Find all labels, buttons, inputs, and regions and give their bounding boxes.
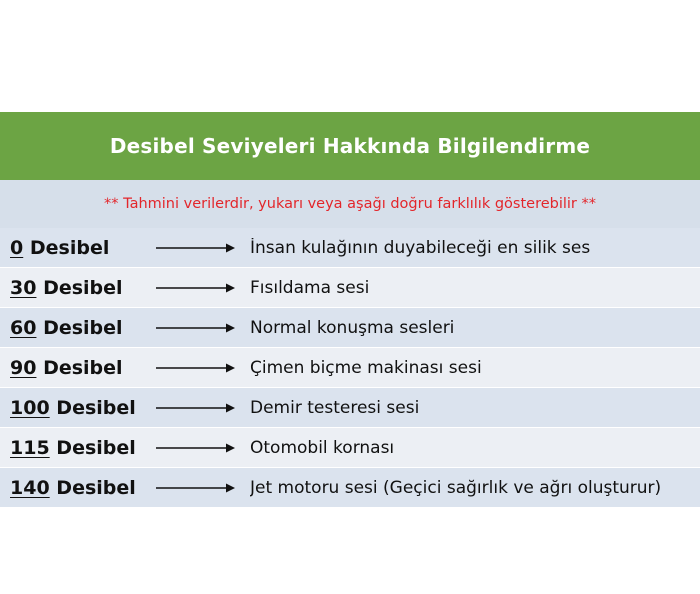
right-arrow-icon [156,322,236,334]
list-item [0,428,700,468]
right-arrow-icon [156,442,236,454]
sound-description: İnsan kulağının duyabileceği en silik ses [250,237,591,258]
decibel-unit: Desibel [43,316,123,339]
decibel-level [0,397,152,419]
decibel-unit: Desibel [43,276,123,299]
decibel-list [0,228,700,508]
page-title: Desibel Seviyeleri Hakkında Bilgilendirme [109,134,591,158]
sound-description: Demir testeresi sesi [250,397,420,418]
decibel-value: 60 [10,316,37,339]
estimate-note: ** Tahmini verilerdir, yukarı veya aşağı doğru farklılık gösterebilir ** [104,196,596,212]
decibel-level [0,237,152,259]
decibel-level [0,317,152,339]
decibel-level [0,357,152,379]
decibel-value: 0 [10,236,24,259]
sound-description: Fısıldama sesi [250,277,370,298]
list-item [0,468,700,508]
decibel-unit: Desibel [43,356,123,379]
decibel-unit: Desibel [56,476,136,499]
right-arrow-icon [156,402,236,414]
header-bar [0,112,700,180]
right-arrow-icon [156,362,236,374]
sound-description: Otomobil kornası [250,437,395,458]
sound-description: Jet motoru sesi (Geçici sağırlık ve ağrı oluşturur) [250,477,662,498]
decibel-level [0,277,152,299]
decibel-value: 140 [10,476,50,499]
right-arrow-icon [156,282,236,294]
list-item [0,268,700,308]
list-item [0,228,700,268]
decibel-unit: Desibel [29,236,110,259]
note-row [0,180,700,228]
decibel-value: 90 [10,356,37,379]
list-item [0,388,700,428]
decibel-unit: Desibel [56,436,136,459]
right-arrow-icon [156,482,236,494]
sound-description: Çimen biçme makinası sesi [250,357,482,378]
decibel-info-panel [0,112,700,508]
list-item [0,348,700,388]
decibel-value: 115 [10,436,50,459]
list-item [0,308,700,348]
decibel-level [0,437,152,459]
sound-description: Normal konuşma sesleri [250,317,455,338]
decibel-level [0,477,152,499]
decibel-value: 30 [10,276,37,299]
decibel-unit: Desibel [56,396,136,419]
decibel-value: 100 [10,396,50,419]
right-arrow-icon [156,242,236,254]
